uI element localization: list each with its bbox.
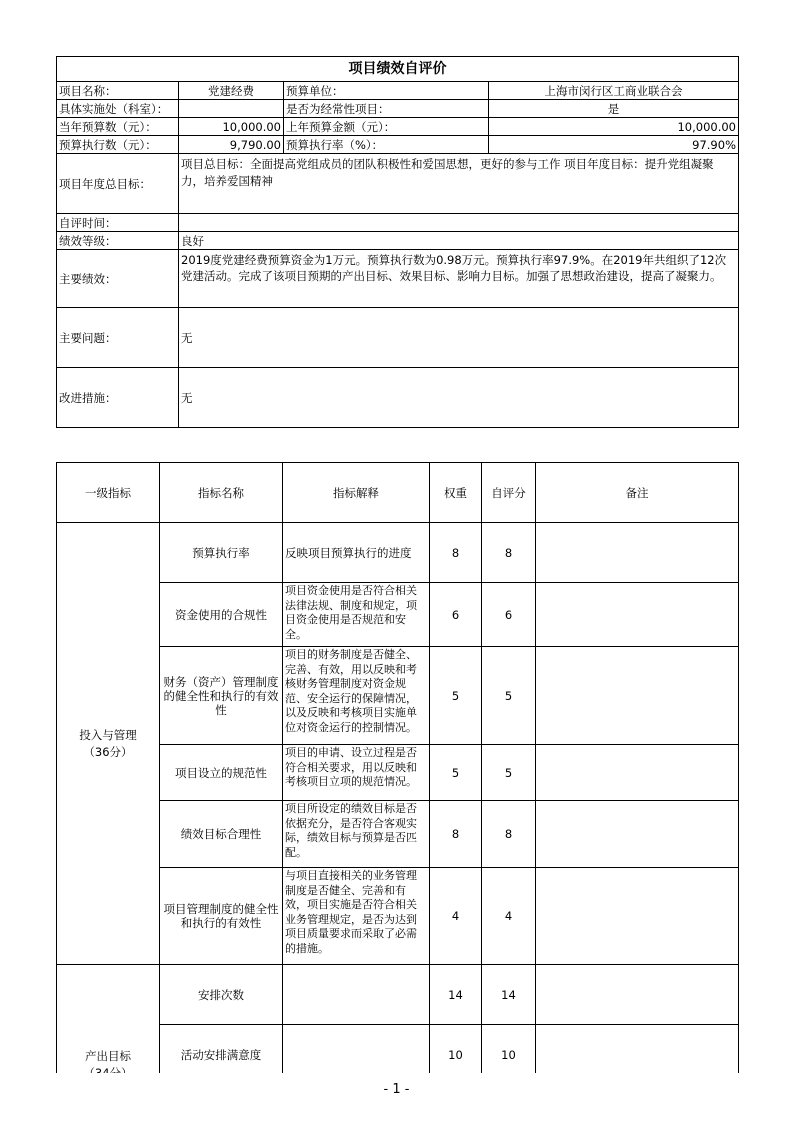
exec-value: 9,790.00 (179, 136, 284, 154)
indicator-score: 5 (482, 745, 536, 801)
indicator-note (536, 745, 739, 801)
indicator-note (536, 801, 739, 868)
budget-value: 10,000.00 (179, 118, 284, 136)
indicator-desc: 与项目直接相关的业务管理制度是否健全、完善和有效，项目实施是否符合相关业务管理规定，是否为达到项目质量要求而采取了必需的措施。 (283, 868, 430, 965)
header-weight: 权重 (430, 463, 482, 523)
indicator-table (56, 462, 739, 1085)
indicator-score: 14 (482, 965, 536, 1025)
header-desc: 指标解释 (283, 463, 430, 523)
indicator-name: 资金使用的合规性 (160, 583, 283, 647)
indicator-weight: 5 (430, 745, 482, 801)
exec-rate-value: 97.90% (489, 136, 739, 154)
indicator-weight: 14 (430, 965, 482, 1025)
indicator-note (536, 523, 739, 583)
indicator-weight: 10 (430, 1025, 482, 1085)
indicator-desc: 项目的申请、设立过程是否符合相关要求，用以反映和考核项目立项的规范情况。 (283, 745, 430, 801)
indicator-score: 6 (482, 583, 536, 647)
indicator-note (536, 583, 739, 647)
indicator-name: 安排次数 (160, 965, 283, 1025)
indicator-note (536, 647, 739, 745)
budget-label: 当年预算数（元）： (57, 118, 179, 136)
recurring-label: 是否为经常性项目： (284, 100, 489, 118)
problem-value: 无 (179, 308, 739, 368)
grade-value: 良好 (179, 232, 739, 250)
eval-time-value (179, 214, 739, 232)
budget-unit-label: 预算单位： (284, 82, 489, 100)
header-score: 自评分 (482, 463, 536, 523)
recurring-value: 是 (489, 100, 739, 118)
indicator-desc: 项目所设定的绩效目标是否依据充分，是否符合客观实际，绩效目标与预算是否匹配。 (283, 801, 430, 868)
dept-value (179, 100, 284, 118)
eval-time-label: 自评时间： (57, 214, 179, 232)
page-title: 项目绩效自评价 (57, 57, 739, 82)
indicator-note (536, 868, 739, 965)
group-input-management: 投入与管理 （36分） (57, 523, 160, 965)
perf-value: 2019度党建经费预算资金为1万元。预算执行数为0.98万元。预算执行率97.9%。在2019年共组织了12次党建活动。完成了该项目预期的产出目标、效果目标、影响力目标。加强了思想政治建设，提高了凝聚力。 (179, 250, 739, 308)
indicator-name: 项目管理制度的健全性和执行的有效性 (160, 868, 283, 965)
prev-budget-value: 10,000.00 (489, 118, 739, 136)
improve-label: 改进措施： (57, 368, 179, 428)
project-name-value: 党建经费 (179, 82, 284, 100)
indicator-name: 财务（资产）管理制度的健全性和执行的有效性 (160, 647, 283, 745)
improve-value: 无 (179, 368, 739, 428)
indicator-score: 4 (482, 868, 536, 965)
header-level1: 一级指标 (57, 463, 160, 523)
indicator-desc: 项目资金使用是否符合相关法律法规、制度和规定，项目资金使用是否规范和安全。 (283, 583, 430, 647)
goal-value: 项目总目标：全面提高党组成员的团队积极性和爱国思想，更好的参与工作 项目年度目标：提升党组凝聚力，培养爱国精神 (179, 154, 739, 214)
goal-label: 项目年度总目标： (57, 154, 179, 214)
indicator-score: 10 (482, 1025, 536, 1085)
indicator-weight: 8 (430, 801, 482, 868)
dept-label: 具体实施处（科室）： (57, 100, 179, 118)
header-note: 备注 (536, 463, 739, 523)
prev-budget-label: 上年预算金额（元）： (284, 118, 489, 136)
header-name: 指标名称 (160, 463, 283, 523)
project-info-table (56, 56, 739, 428)
indicator-weight: 4 (430, 868, 482, 965)
indicator-score: 8 (482, 801, 536, 868)
indicator-desc (283, 965, 430, 1025)
indicator-weight: 8 (430, 523, 482, 583)
perf-label: 主要绩效： (57, 250, 179, 308)
indicator-desc: 反映项目预算执行的进度 (283, 523, 430, 583)
grade-label: 绩效等级： (57, 232, 179, 250)
indicator-score: 8 (482, 523, 536, 583)
page-number: - 1 - (383, 1082, 410, 1097)
indicator-name: 预算执行率 (160, 523, 283, 583)
indicator-weight: 6 (430, 583, 482, 647)
indicator-name: 绩效目标合理性 (160, 801, 283, 868)
problem-label: 主要问题： (57, 308, 179, 368)
budget-unit-value: 上海市闵行区工商业联合会 (489, 82, 739, 100)
indicator-weight: 5 (430, 647, 482, 745)
indicator-name: 项目设立的规范性 (160, 745, 283, 801)
page-bottom-margin (0, 1073, 793, 1122)
exec-label: 预算执行数（元）： (57, 136, 179, 154)
exec-rate-label: 预算执行率（%）： (284, 136, 489, 154)
indicator-score: 5 (482, 647, 536, 745)
project-name-label: 项目名称： (57, 82, 179, 100)
group-output-target: 产出目标 (57, 965, 160, 1085)
indicator-note (536, 965, 739, 1025)
indicator-name: 活动安排满意度 (160, 1025, 283, 1085)
indicator-desc: 项目的财务制度是否健全、完善、有效，用以反映和考核财务管理制度对资金规范、安全运行的保障情况，以及反映和考核项目实施单位对资金运行的控制情况。 (283, 647, 430, 745)
